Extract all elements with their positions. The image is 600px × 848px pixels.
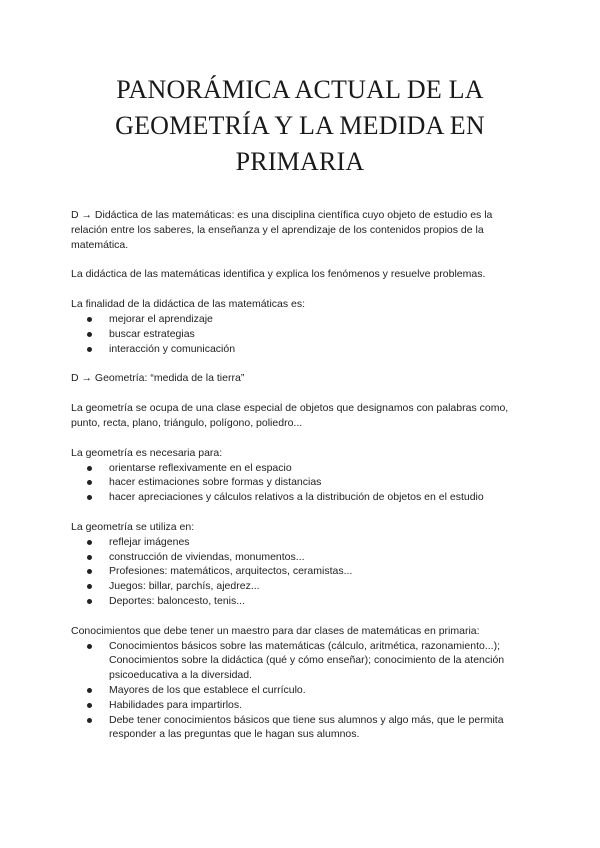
list-item: Juegos: billar, parchís, ajedrez...: [71, 579, 531, 594]
list-item: interacción y comunicación: [71, 342, 531, 357]
list-item: mejorar el aprendizaje: [71, 312, 531, 327]
paragraph-didactica-definition: D → Didáctica de las matemáticas: es una disciplina científica cuyo objeto de estudio es la relación entre los saberes, la enseñanza y el aprendizaje de los contenidos propios de la matemática.: [71, 209, 493, 251]
bullet-icon: [87, 332, 92, 337]
bullet-icon: [87, 466, 92, 471]
list-item: buscar estrategias: [71, 327, 531, 342]
document-body: [71, 208, 531, 742]
bullet-icon: [87, 495, 92, 500]
utiliza-list: [71, 535, 531, 609]
paragraph-geometria-definition: D → Geometría: “medida de la tierra”: [71, 372, 245, 385]
bullet-icon: [87, 718, 92, 723]
list-item: Mayores de los que establece el currículo.: [71, 683, 531, 698]
bullet-icon: [87, 599, 92, 604]
list-item: Debe tener conocimientos básicos que tiene sus alumnos y algo más, que le permita responder a las preguntas que le hagan sus alumnos.: [71, 713, 531, 743]
bullet-icon: [87, 317, 92, 322]
bullet-icon: [87, 688, 92, 693]
necesaria-list: [71, 461, 531, 505]
finalidad-list: [71, 312, 531, 356]
bullet-icon: [87, 569, 92, 574]
necesaria-intro: La geometría es necesaria para:: [71, 446, 223, 459]
list-item: hacer estimaciones sobre formas y distancias: [71, 475, 531, 490]
list-item: reflejar imágenes: [71, 535, 531, 550]
paragraph-geometria-objetos: La geometría se ocupa de una clase especial de objetos que designamos con palabras como, punto, recta, plano, triángulo, polígono, poliedro...: [71, 402, 509, 429]
list-item: Deportes: baloncesto, tenis...: [71, 594, 531, 609]
list-item: construcción de viviendas, monumentos...: [71, 550, 531, 565]
bullet-icon: [87, 555, 92, 560]
paragraph-didactica-identifica: La didáctica de las matemáticas identifica y explica los fenómenos y resuelve problemas.: [71, 268, 486, 281]
bullet-icon: [87, 644, 92, 649]
list-item: orientarse reflexivamente en el espacio: [71, 461, 531, 476]
conocimientos-list: [71, 639, 531, 743]
bullet-icon: [87, 584, 92, 589]
list-item: Profesiones: matemáticos, arquitectos, ceramistas...: [71, 564, 531, 579]
utiliza-intro: La geometría se utiliza en:: [71, 520, 195, 533]
conocimientos-intro: Conocimientos que debe tener un maestro para dar clases de matemáticas en primaria:: [71, 624, 480, 637]
list-item: Conocimientos básicos sobre las matemáticas (cálculo, aritmética, razonamiento...); Conocimientos sobre la didáctica (qué y cómo enseñar); conocimiento de la atención psicoeducativa a la diversidad.: [71, 639, 531, 683]
finalidad-intro: La finalidad de la didáctica de las matemáticas es:: [71, 298, 306, 311]
bullet-icon: [87, 347, 92, 352]
bullet-icon: [87, 703, 92, 708]
list-item: hacer apreciaciones y cálculos relativos a la distribución de objetos en el estudio: [71, 490, 531, 505]
bullet-icon: [87, 480, 92, 485]
bullet-icon: [87, 540, 92, 545]
list-item: Habilidades para impartirlos.: [71, 698, 531, 713]
document-title: PANORÁMICA ACTUAL DE LA GEOMETRÍA Y LA MEDIDA EN PRIMARIA: [115, 75, 485, 176]
